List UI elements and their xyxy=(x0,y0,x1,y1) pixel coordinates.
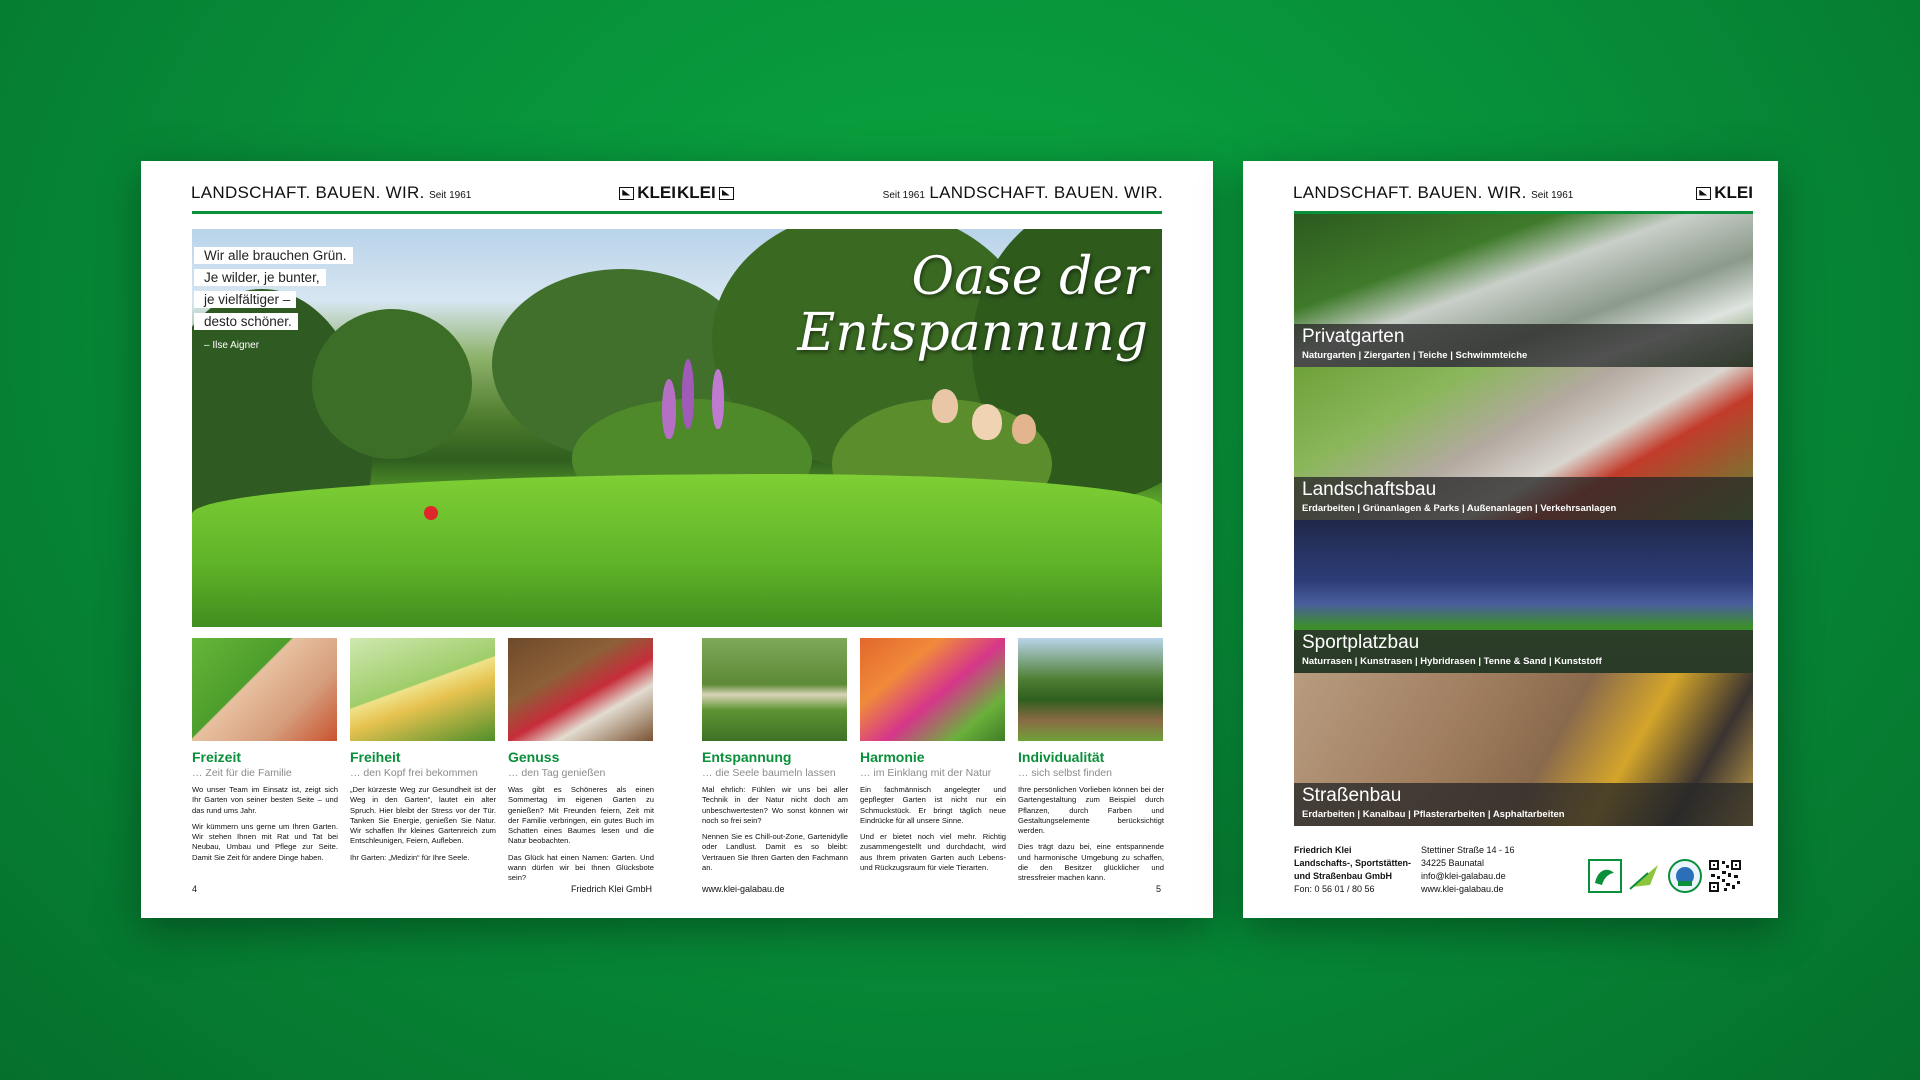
header-logo xyxy=(1696,183,1753,211)
logo-text: KLEI xyxy=(677,183,716,202)
column-freiheit xyxy=(350,749,496,863)
contact-line: info@klei-galabau.de xyxy=(1421,871,1506,881)
column-entspannung xyxy=(702,749,848,873)
column-paragraph: Wo unser Team im Einsatz ist, zeigt sich Ihr Garten von seiner besten Seite – und das rund ums Jahr. xyxy=(192,785,338,815)
column-paragraph: Dies trägt dazu bei, eine entspannende und harmonische Umgebung zu schaffen, die den Besitzer glücklicher und stressfreier machen kann. xyxy=(1018,842,1164,883)
hero-garden-photo xyxy=(192,229,1162,627)
column-paragraph: Mal ehrlich: Fühlen wir uns bei aller Technik in der Natur nicht doch am unbeschwertesten? Wo sonst können wir noch so frei sein? xyxy=(702,785,848,825)
column-freizeit xyxy=(192,749,338,863)
column-paragraph: Wir kümmern uns gerne um Ihren Garten. Wir stehen Ihnen mit Rat und Tat bei Neubau, Umbau und Pflege zur Seite. Damit Sie Zeit für andere Dinge haben. xyxy=(192,821,338,862)
service-strassenbau xyxy=(1294,673,1753,826)
quote-line: je vielfältiger – xyxy=(194,291,296,308)
column-paragraph: Nennen Sie es Chill-out-Zone, Gartenidylle oder Landlust. Damit es so bleibt: Vertrauen Sie Ihren Garten den Fachmann an. xyxy=(702,832,848,873)
photo-freiheit xyxy=(350,638,495,741)
contact-line: Fon: 0 56 01 / 80 56 xyxy=(1294,884,1375,894)
photo-entspannung xyxy=(702,638,847,741)
photo-harmonie xyxy=(860,638,1005,741)
quote-line: desto schöner. xyxy=(194,313,298,330)
service-sportplatzbau xyxy=(1294,520,1753,673)
column-subtitle: … den Tag genießen xyxy=(508,767,606,779)
since-label: Seit 1961 xyxy=(1531,190,1574,201)
column-paragraph: Was gibt es Schöneres als einen Sommertag im eigenen Garten zu genießen? Mit Freunden feiern, Zeit mit der Familie verbringen, ein gutes Buch im Schatten eines Baumes lesen und die Natur beobachten. xyxy=(508,785,654,846)
column-paragraph: Ein fachmännisch angelegter und gepflegter Garten ist nicht nur ein Schmuckstück. Er bringt täglich neue Eindrücke für all unsere Sinne. xyxy=(860,785,1006,825)
hero-title xyxy=(797,249,1148,361)
galabau-association-icon xyxy=(1588,859,1622,893)
column-subtitle: … sich selbst finden xyxy=(1018,767,1112,779)
column-genuss xyxy=(508,749,654,884)
column-paragraph: Ihre persönlichen Vorlieben können bei der Gartengestaltung zum Beispiel durch Pflanzen, durch Farben und Gestaltungselemente berücksichtigt werden. xyxy=(1018,785,1164,836)
service-caption xyxy=(1294,324,1753,367)
certification-leaf-icon xyxy=(1628,859,1662,893)
brochure-spread xyxy=(141,161,1213,918)
tagline: LANDSCHAFT. BAUEN. WIR. xyxy=(1293,183,1527,202)
brochure-back-page xyxy=(1243,161,1778,918)
service-subtitle: Erdarbeiten | Grünanlagen & Parks | Außenanlagen | Verkehrsanlagen xyxy=(1302,503,1617,514)
column-paragraph: „Der kürzeste Weg zur Gesundheit ist der Weg in den Garten“, lautet ein alter Spruch. Hier bleibt der Stress vor der Tür. Tanken Sie Energie, genießen Sie Natur. Wir schaffen Ihr kleines Gartenreich zum Entschleunigen, Feiern, Aufleben. xyxy=(350,785,496,846)
column-subtitle: … im Einklang mit der Natur xyxy=(860,767,992,779)
header-rule xyxy=(677,211,1162,214)
page-header xyxy=(191,183,471,211)
column-title: Genuss xyxy=(508,749,560,765)
logo-text: KLEI xyxy=(637,183,676,202)
since-label: Seit 1961 xyxy=(882,190,925,201)
column-title: Freizeit xyxy=(192,749,242,765)
column-subtitle: … Zeit für die Familie xyxy=(192,767,292,779)
service-title: Straßenbau xyxy=(1302,785,1402,806)
contact-line: Landschafts-, Sportstätten- xyxy=(1294,858,1412,868)
service-subtitle: Naturgarten | Ziergarten | Teiche | Schwimmteiche xyxy=(1302,350,1528,361)
hero-quote xyxy=(194,247,353,353)
page-number-right: 5 xyxy=(1156,884,1162,894)
page-header xyxy=(1293,183,1573,211)
column-paragraph: Das Glück hat einen Namen: Garten. Und wann dürfen wir bei Ihnen Glücksbote sein? xyxy=(508,852,654,883)
service-subtitle: Erdarbeiten | Kanalbau | Pflasterarbeiten | Asphaltarbeiten xyxy=(1302,809,1565,820)
logo-text: KLEI xyxy=(1714,183,1753,202)
contact-line: www.klei-galabau.de xyxy=(1421,884,1504,894)
klei-logo-icon xyxy=(1696,187,1711,200)
service-title: Privatgarten xyxy=(1302,326,1405,347)
service-title: Sportplatzbau xyxy=(1302,632,1420,653)
service-caption xyxy=(1294,783,1753,826)
tagline: LANDSCHAFT. BAUEN. WIR. xyxy=(929,183,1163,202)
column-paragraph: Und er bietet noch viel mehr. Richtig zusammengestellt und durchdacht, wird aus Ihrem privaten Garten auch Lebens- und Rückzugsraum für viele Tierarten. xyxy=(860,832,1006,873)
column-individualitaet xyxy=(1018,749,1164,884)
contact-company xyxy=(1294,844,1411,896)
header-rule xyxy=(192,211,677,214)
column-title: Harmonie xyxy=(860,749,925,765)
header-logo xyxy=(619,183,676,211)
footer-website: www.klei-galabau.de xyxy=(702,884,785,894)
column-subtitle: … die Seele baumeln lassen xyxy=(702,767,836,779)
hero-title-line: Entspannung xyxy=(797,303,1148,363)
service-subtitle: Naturrasen | Kunstrasen | Hybridrasen | Tenne & Sand | Kunststoff xyxy=(1302,656,1602,667)
service-title: Landschaftsbau xyxy=(1302,479,1437,500)
photo-freizeit xyxy=(192,638,337,741)
contact-line: Stettiner Straße 14 - 16 xyxy=(1421,845,1515,855)
photo-individualitaet xyxy=(1018,638,1163,741)
column-title: Individualität xyxy=(1018,749,1105,765)
quote-line: Je wilder, je bunter, xyxy=(194,269,326,286)
page-header xyxy=(883,183,1163,211)
column-subtitle: … den Kopf frei bekommen xyxy=(350,767,478,779)
since-label: Seit 1961 xyxy=(429,190,472,201)
service-landschaftsbau xyxy=(1294,367,1753,520)
column-title: Entspannung xyxy=(702,749,792,765)
page-number-left: 4 xyxy=(192,884,198,894)
contact-line: 34225 Baunatal xyxy=(1421,858,1485,868)
quote-author: – Ilse Aigner xyxy=(204,340,260,351)
klei-logo-icon xyxy=(619,187,634,200)
contact-address xyxy=(1421,844,1515,896)
klei-logo-icon xyxy=(719,187,734,200)
column-title: Freiheit xyxy=(350,749,401,765)
quality-seal-icon xyxy=(1668,859,1702,893)
service-caption xyxy=(1294,477,1753,520)
contact-line: und Straßenbau GmbH xyxy=(1294,871,1393,881)
service-privatgarten xyxy=(1294,214,1753,367)
column-harmonie xyxy=(860,749,1006,873)
header-logo xyxy=(677,183,734,211)
quote-line: Wir alle brauchen Grün. xyxy=(194,247,353,264)
footer-company: Friedrich Klei GmbH xyxy=(571,884,653,894)
service-caption xyxy=(1294,630,1753,673)
tagline: LANDSCHAFT. BAUEN. WIR. xyxy=(191,183,425,202)
contact-line: Friedrich Klei xyxy=(1294,845,1352,855)
column-paragraph: Ihr Garten: „Medizin“ für Ihre Seele. xyxy=(350,852,470,862)
hero-title-line: Oase der xyxy=(911,247,1148,307)
photo-genuss xyxy=(508,638,653,741)
qr-code-icon xyxy=(1708,859,1742,893)
